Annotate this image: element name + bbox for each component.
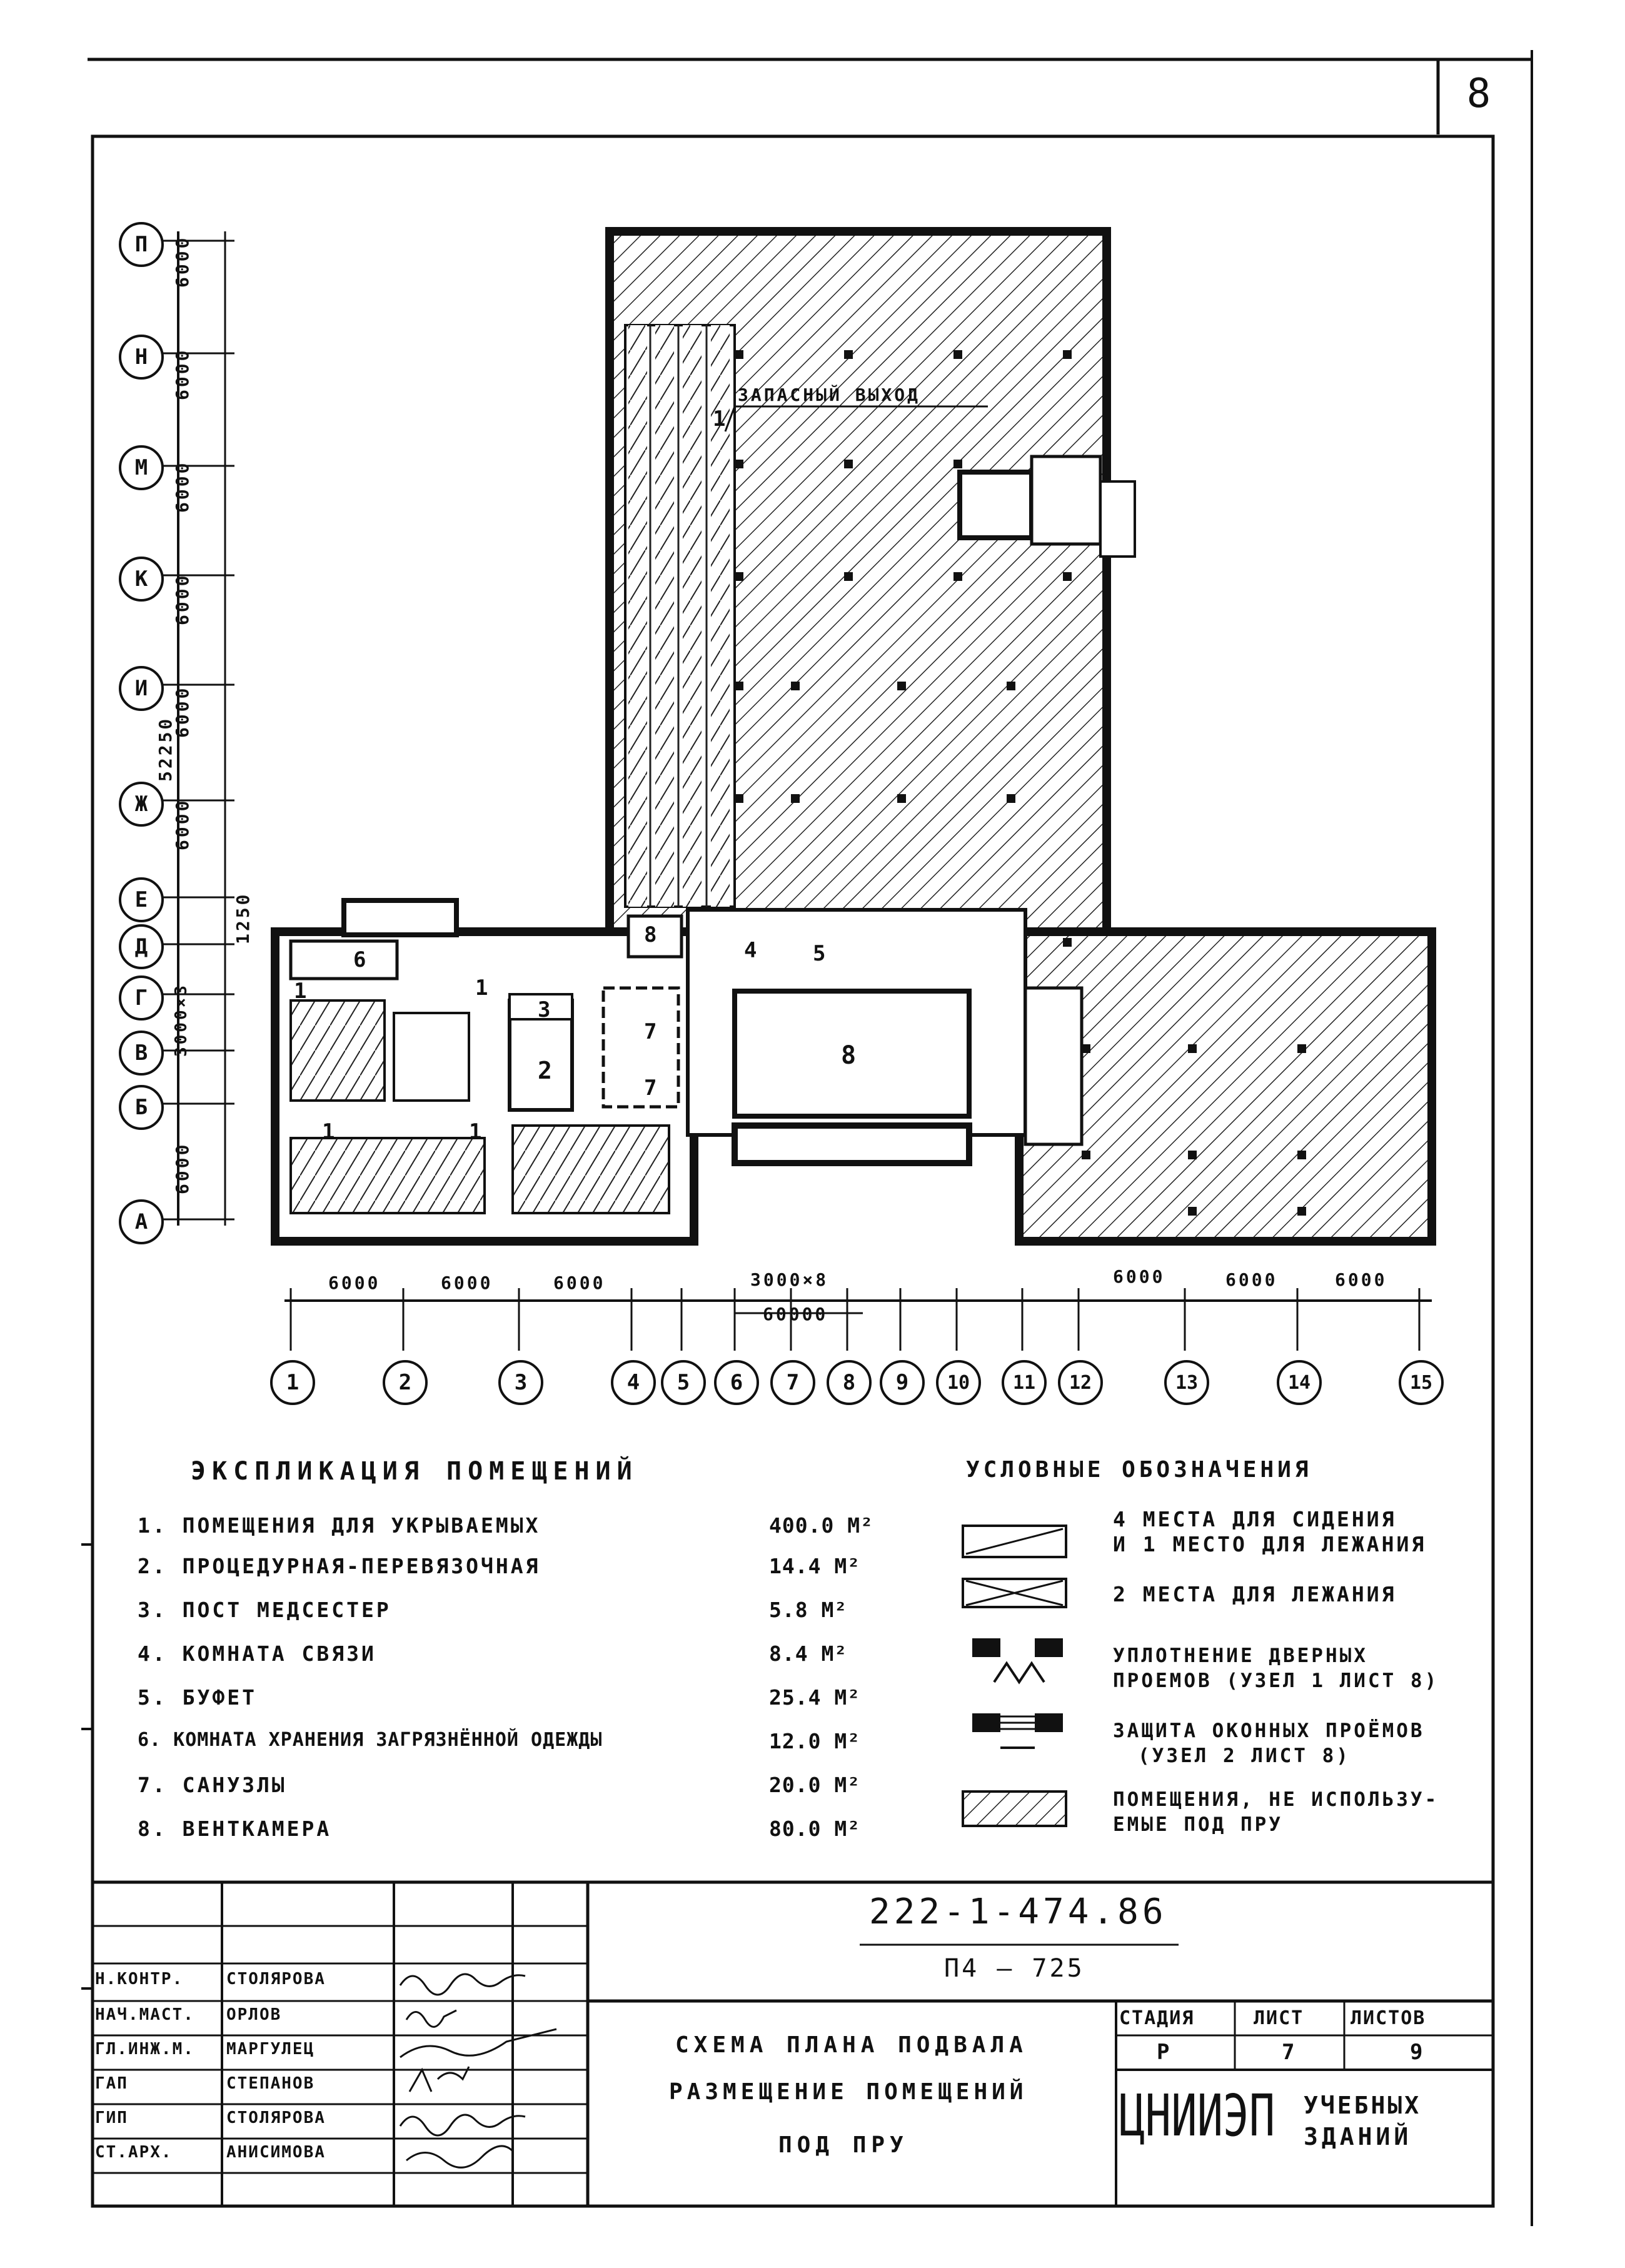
col-axis-marker: 2 [383,1360,428,1405]
row-axis-marker: Д [119,924,164,969]
col-axis-marker: 1 [270,1360,315,1405]
explication-title: ЭКСПЛИКАЦИЯ ПОМЕЩЕНИЙ [191,1457,638,1486]
room-area: 12.0 М² [769,1729,861,1753]
drawing-title-line: СХЕМА ПЛАНА ПОДВАЛА [675,2032,1028,2058]
row-total-dimension: 52250 [155,716,176,782]
signer-name: СТОЛЯРОВА [226,1970,326,1988]
sheets-header: ЛИСТОВ [1351,2007,1426,2029]
col-dimension: 6000 [1113,1266,1165,1287]
room-number: 1 [469,1119,485,1144]
organization-text: УЧЕБНЫХ [1304,2092,1422,2119]
room-area: 14.4 М² [769,1554,861,1578]
col-axis-marker: 11 [1002,1360,1047,1405]
signer-role: ГЛ.ИНЖ.М. [95,2040,194,2059]
signer-role: СТ.АРХ. [95,2143,173,2162]
signer-role: ГИП [95,2109,128,2127]
col-axis-marker: 15 [1399,1360,1444,1405]
sheet-header: ЛИСТ [1254,2007,1304,2029]
row-axis-marker: П [119,222,164,267]
organization-text: ЗДАНИЙ [1304,2123,1412,2150]
legend-label: УПЛОТНЕНИЕ ДВЕРНЫХ [1113,1645,1368,1667]
col-dimension: 6000 [1335,1269,1387,1290]
col-dimension: 6000 [328,1273,381,1293]
col-axis-marker: 8 [827,1360,872,1405]
col-axis-marker: 6 [714,1360,759,1405]
room-name: 8. ВЕНТКАМЕРА [138,1817,332,1841]
legend-label: 2 МЕСТА ДЛЯ ЛЕЖАНИЯ [1113,1582,1397,1606]
col-axis-marker: 7 [770,1360,815,1405]
row-axis-marker: М [119,445,164,490]
legend-label: ПРОЕМОВ (УЗЕЛ 1 ЛИСТ 8) [1113,1670,1439,1692]
row-axis-marker: Н [119,335,164,380]
room-number: 1 [294,979,309,1004]
signer-name: СТОЛЯРОВА [226,2109,326,2127]
stage-value: Р [1157,2040,1171,2065]
signer-role: Н.КОНТР. [95,1970,184,1988]
document-subcode: П4 – 725 [944,1954,1085,1983]
row-axis-marker: Ж [119,782,164,827]
legend-label: 4 МЕСТА ДЛЯ СИДЕНИЯ [1113,1507,1397,1531]
room-number: 6 [353,947,369,972]
room-number: 1 [475,975,491,1000]
row-axis-marker: А [119,1199,164,1244]
col-axis-marker: 4 [611,1360,656,1405]
row-axis-marker: К [119,557,164,602]
row-dimension: 6000 [172,1142,193,1194]
room-number: 5 [813,941,828,966]
col-dimension: 6000 [441,1273,493,1293]
room-name: 6. КОМНАТА ХРАНЕНИЯ ЗАГРЯЗНЁННОЙ ОДЕЖДЫ [138,1729,603,1751]
room-name: 5. БУФЕТ [138,1685,257,1710]
col-dimension: 6000 [1225,1269,1278,1290]
col-dimension: 3000×8 [750,1269,829,1290]
document-code: 222-1-474.86 [869,1892,1167,1932]
legend-label: (УЗЕЛ 2 ЛИСТ 8) [1138,1745,1351,1767]
room-number: 1 [713,406,728,431]
drawing-title-line: РАЗМЕЩЕНИЕ ПОМЕЩЕНИЙ [669,2079,1028,2105]
room-name: 3. ПОСТ МЕДСЕСТЕР [138,1598,391,1622]
row-dimension: 3000×3 [172,983,191,1057]
col-total-dimension: 60000 [763,1304,828,1324]
col-axis-marker: 5 [661,1360,706,1405]
signer-role: НАЧ.МАСТ. [95,2005,194,2024]
room-name: 4. КОМНАТА СВЯЗИ [138,1641,376,1666]
organization-logo: ЦНИИЭП [1119,2082,1275,2149]
sheet-value: 7 [1282,2040,1296,2065]
legend-label: И 1 МЕСТО ДЛЯ ЛЕЖАНИЯ [1113,1532,1427,1556]
signer-name: АНИСИМОВА [226,2143,326,2162]
row-dimension: 6000 [172,685,193,738]
row-dimension: 6000 [172,235,193,288]
room-number: 7 [644,1076,660,1101]
col-axis-marker: 3 [498,1360,543,1405]
room-area: 400.0 М² [769,1513,873,1538]
row-axis-marker: Б [119,1085,164,1130]
row-small-dimension: 1250 [233,892,253,944]
signer-name: СТЕПАНОВ [226,2074,315,2093]
legend-label: ПОМЕЩЕНИЯ, НЕ ИСПОЛЬЗУ- [1113,1788,1439,1811]
row-dimension: 6000 [172,348,193,400]
row-dimension: 6000 [172,573,193,625]
col-axis-marker: 9 [880,1360,925,1405]
room-area: 8.4 М² [769,1641,848,1666]
room-number: 8 [841,1041,859,1070]
room-number: 3 [538,997,553,1022]
col-axis-marker: 13 [1164,1360,1209,1405]
col-dimension: 6000 [553,1273,606,1293]
row-axis-marker: Е [119,877,164,922]
room-number: 2 [538,1057,555,1084]
signer-name: ОРЛОВ [226,2005,282,2024]
room-number: 4 [744,938,760,963]
room-area: 20.0 М² [769,1773,861,1797]
row-dimension: 6000 [172,798,193,850]
room-area: 80.0 М² [769,1817,861,1841]
room-area: 5.8 М² [769,1598,848,1622]
drawing-title-line: ПОД ПРУ [778,2132,908,2158]
emergency-exit-label: ЗАПАСНЫЙ ВЫХОД [738,385,921,405]
room-number: 8 [644,922,660,947]
row-axis-marker: И [119,666,164,711]
room-name: 7. САНУЗЛЫ [138,1773,287,1797]
sheets-value: 9 [1410,2040,1424,2065]
col-axis-marker: 10 [936,1360,981,1405]
room-number: 7 [644,1019,660,1044]
row-dimension: 6000 [172,460,193,513]
stage-header: СТАДИЯ [1119,2007,1195,2029]
col-axis-marker: 12 [1058,1360,1103,1405]
signer-name: МАРГУЛЕЦ [226,2040,315,2059]
legend-label: ЗАЩИТА ОКОННЫХ ПРОЁМОВ [1113,1720,1425,1742]
legend-title: УСЛОВНЫЕ ОБОЗНАЧЕНИЯ [966,1457,1312,1483]
room-number: 1 [322,1119,338,1144]
room-name: 1. ПОМЕЩЕНИЯ ДЛЯ УКРЫВАЕМЫХ [138,1513,541,1538]
room-area: 25.4 М² [769,1685,861,1710]
page-number: 8 [1466,71,1491,117]
signer-role: ГАП [95,2074,128,2093]
col-axis-marker: 14 [1277,1360,1322,1405]
room-name: 2. ПРОЦЕДУРНАЯ-ПЕРЕВЯЗОЧНАЯ [138,1554,541,1578]
row-axis-marker: Г [119,975,164,1021]
legend-label: ЕМЫЕ ПОД ПРУ [1113,1813,1283,1836]
row-axis-marker: В [119,1031,164,1076]
